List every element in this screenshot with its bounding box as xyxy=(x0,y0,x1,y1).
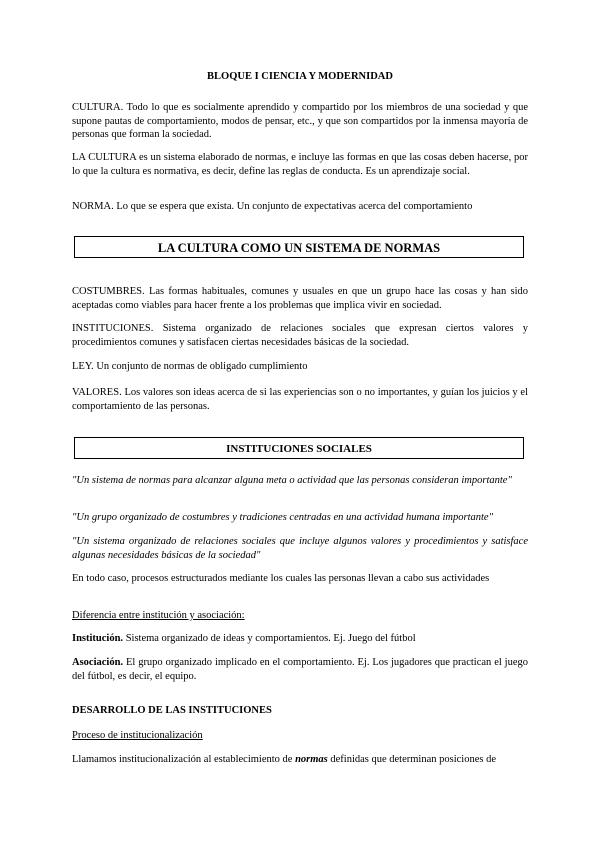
proc-heading: Proceso de institucionalización xyxy=(72,730,203,741)
text-segment: definidas que determinan posiciones de xyxy=(327,754,496,765)
def-text: Sistema organizado de ideas y comportamientos. Ej. Juego del fútbol xyxy=(123,633,416,644)
def-la-cultura xyxy=(72,151,528,178)
def-term: LA CULTURA xyxy=(72,152,137,163)
def-text: Lo que se espera que exista. Un conjunto de expectativas acerca del comportamiento xyxy=(113,201,473,212)
section-box-instituciones-sociales: INSTITUCIONES SOCIALES xyxy=(74,437,524,459)
diff-heading: Diferencia entre institución y asociación: xyxy=(72,610,245,621)
def-asociacion xyxy=(72,656,528,683)
def-costumbres xyxy=(72,285,528,312)
def-valores xyxy=(72,386,528,413)
def-ley xyxy=(72,360,528,374)
def-text: Los valores son ideas acerca de si las experiencias son o no importantes, y guían los juicios y el comportamiento de las personas. xyxy=(72,387,528,412)
def-term: VALORES. xyxy=(72,387,122,398)
def-instituciones xyxy=(72,322,528,349)
def-text: Todo lo que es socialmente aprendido y compartido por los miembros de una sociedad y que supone pautas de comportamiento, modos de pensar, etc., y que son compartidos por la inmensa mayoría de personas que forman la sociedad. xyxy=(72,102,528,141)
def-cultura xyxy=(72,101,528,142)
def-text: Sistema organizado de relaciones sociales que expresan ciertos valores y procedimientos comunes y satisfacen ciertas necesidades básicas de la sociedad. xyxy=(72,323,528,348)
def-text: es un sistema elaborado de normas, e incluye las formas en que las cosas deben hacerse, por lo que la cultura es normativa, es decir, define las reglas de conducta. Es un aprendizaje social. xyxy=(72,152,528,177)
def-term: LEY. xyxy=(72,361,94,372)
summary-text: En todo caso, procesos estructurados mediante los cuales las personas llevan a cabo sus actividades xyxy=(72,573,490,584)
quote-2: "Un grupo organizado de costumbres y tradiciones centradas en una actividad humana importante" xyxy=(72,512,493,523)
def-term: Asociación. xyxy=(72,657,124,668)
last-line xyxy=(72,753,528,767)
def-text: El grupo organizado implicado en el comportamiento. Ej. Los jugadores que practican el juego del fútbol, es decir, el equipo. xyxy=(72,657,528,682)
dev-heading: DESARROLLO DE LAS INSTITUCIONES xyxy=(72,705,272,716)
quote-3: "Un sistema organizado de relaciones sociales que incluye algunos valores y procedimientos y satisface algunas necesidades básicas de la sociedad" xyxy=(72,536,528,561)
def-institucion xyxy=(72,632,528,646)
quote-1: "Un sistema de normas para alcanzar alguna meta o actividad que las personas consideran importante" xyxy=(72,475,512,486)
def-term: NORMA. xyxy=(72,201,114,212)
def-norma xyxy=(72,200,528,214)
page-title: BLOQUE I CIENCIA Y MODERNIDAD xyxy=(207,71,393,82)
def-term: Institución. xyxy=(72,633,124,644)
def-term: CULTURA. xyxy=(72,102,124,113)
emphasis-normas: normas xyxy=(295,754,328,765)
def-text: Un conjunto de normas de obligado cumplimiento xyxy=(93,361,308,372)
def-term: COSTUMBRES. xyxy=(72,286,145,297)
section-box-cultura-normas: LA CULTURA COMO UN SISTEMA DE NORMAS xyxy=(74,236,524,258)
def-text: Las formas habituales, comunes y usuales en que un grupo hace las cosas y han sido aceptadas como viables para hacer frente a los problemas que implica vivir en sociedad. xyxy=(72,286,528,311)
text-segment: Llamamos institucionalización al establecimiento de xyxy=(72,754,296,765)
def-term: INSTITUCIONES. xyxy=(72,323,154,334)
